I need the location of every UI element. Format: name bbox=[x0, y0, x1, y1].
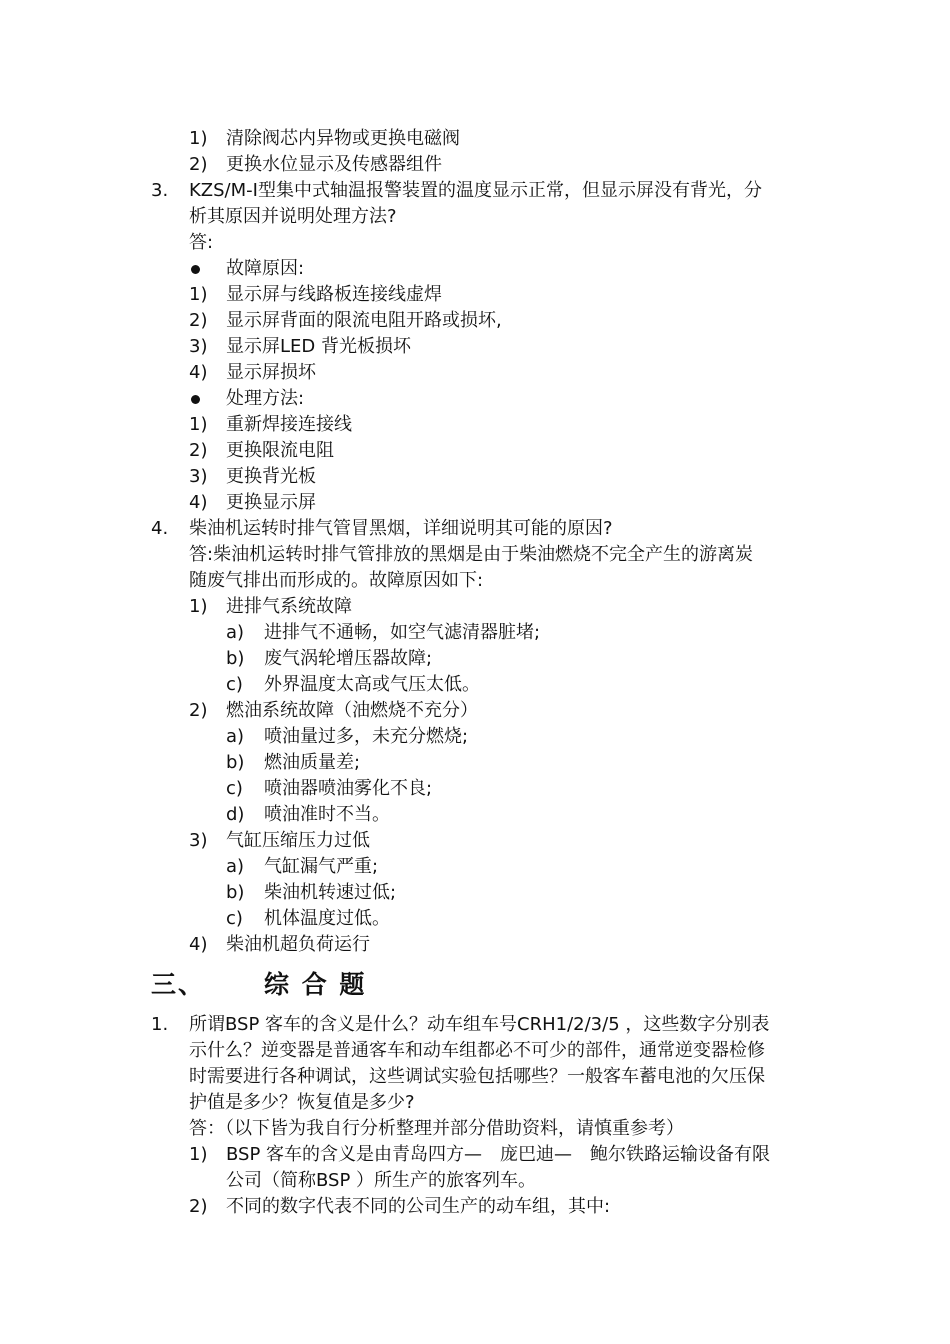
list-marker: 2) bbox=[189, 1196, 208, 1217]
list-item: 更换背光板 bbox=[226, 466, 316, 487]
sub-item: 喷油器喷油雾化不良; bbox=[264, 778, 433, 799]
list-item: 显示屏与线路板连接线虚焊 bbox=[226, 284, 442, 305]
list-item: 气缸压缩压力过低 bbox=[226, 830, 370, 851]
list-marker: 3) bbox=[189, 830, 208, 851]
answer-text: 随废气排出而形成的。故障原因如下: bbox=[189, 570, 484, 591]
list-item: BSP 客车的含义是由青岛四方— 庞巴迪— 鲍尔铁路运输设备有限 bbox=[226, 1144, 771, 1165]
question-text: KZS/M-I型集中式轴温报警装置的温度显示正常，但显示屏没有背光，分 bbox=[189, 180, 762, 201]
sub-marker: c) bbox=[226, 674, 243, 695]
sub-marker: b) bbox=[226, 882, 245, 903]
list-item: 显示屏背面的限流电阻开路或损坏, bbox=[226, 310, 502, 331]
list-marker: 2) bbox=[189, 310, 208, 331]
section-label: 处理方法: bbox=[226, 388, 305, 409]
list-item: 燃油系统故障（油燃烧不充分） bbox=[226, 700, 478, 721]
section-number: 三、 bbox=[151, 970, 206, 999]
list-item: 更换水位显示及传感器组件 bbox=[226, 154, 442, 175]
bullet-icon bbox=[191, 395, 200, 404]
list-item: 更换限流电阻 bbox=[226, 440, 334, 461]
sub-marker: a) bbox=[226, 726, 245, 747]
sub-item: 废气涡轮增压器故障; bbox=[264, 648, 433, 669]
list-item: 更换显示屏 bbox=[226, 492, 316, 513]
list-marker: 1) bbox=[189, 414, 208, 435]
sub-item: 柴油机转速过低; bbox=[264, 882, 397, 903]
list-item: 显示屏损坏 bbox=[226, 362, 316, 383]
question-text: 护值是多少？恢复值是多少? bbox=[189, 1092, 415, 1113]
list-marker: 1) bbox=[189, 128, 208, 149]
sub-marker: b) bbox=[226, 752, 245, 773]
question-number: 3. bbox=[151, 180, 169, 201]
sub-item: 喷油量过多，未充分燃烧; bbox=[264, 726, 469, 747]
sub-item: 外界温度太高或气压太低。 bbox=[264, 674, 480, 695]
sub-marker: d) bbox=[226, 804, 245, 825]
question-text: 所谓BSP 客车的含义是什么？动车组车号CRH1/2/3/5 ，这些数字分别表 bbox=[189, 1014, 770, 1035]
sub-item: 机体温度过低。 bbox=[264, 908, 390, 929]
sub-marker: c) bbox=[226, 778, 243, 799]
sub-marker: a) bbox=[226, 856, 245, 877]
bullet-icon bbox=[191, 265, 200, 274]
list-marker: 1) bbox=[189, 1144, 208, 1165]
list-marker: 4) bbox=[189, 934, 208, 955]
sub-marker: b) bbox=[226, 648, 245, 669]
list-item: 不同的数字代表不同的公司生产的动车组，其中: bbox=[226, 1196, 611, 1217]
sub-marker: a) bbox=[226, 622, 245, 643]
list-marker: 2) bbox=[189, 440, 208, 461]
answer-text: 答:柴油机运转时排气管排放的黑烟是由于柴油燃烧不完全产生的游离炭 bbox=[189, 544, 754, 565]
answer-label: 答：（以下皆为我自行分析整理并部分借助资料，请慎重参考） bbox=[189, 1118, 684, 1139]
list-marker: 3) bbox=[189, 466, 208, 487]
section-label: 故障原因: bbox=[226, 258, 305, 279]
list-marker: 4) bbox=[189, 362, 208, 383]
sub-marker: c) bbox=[226, 908, 243, 929]
sub-item: 燃油质量差; bbox=[264, 752, 361, 773]
question-number: 4. bbox=[151, 518, 169, 539]
list-marker: 1) bbox=[189, 596, 208, 617]
list-marker: 2) bbox=[189, 700, 208, 721]
sub-item: 喷油准时不当。 bbox=[264, 804, 390, 825]
answer-label: 答: bbox=[189, 232, 214, 253]
sub-item: 气缸漏气严重; bbox=[264, 856, 379, 877]
question-text: 柴油机运转时排气管冒黑烟，详细说明其可能的原因? bbox=[189, 518, 613, 539]
list-marker: 2) bbox=[189, 154, 208, 175]
sub-item: 进排气不通畅，如空气滤清器脏堵; bbox=[264, 622, 541, 643]
list-marker: 1) bbox=[189, 284, 208, 305]
list-marker: 3) bbox=[189, 336, 208, 357]
question-text: 时需要进行各种调试，这些调试实验包括哪些？一般客车蓄电池的欠压保 bbox=[189, 1066, 765, 1087]
list-item: 重新焊接连接线 bbox=[226, 414, 352, 435]
question-number: 1. bbox=[151, 1014, 169, 1035]
list-item: 柴油机超负荷运行 bbox=[226, 934, 370, 955]
list-marker: 4) bbox=[189, 492, 208, 513]
question-text: 析其原因并说明处理方法? bbox=[189, 206, 397, 227]
list-item: 进排气系统故障 bbox=[226, 596, 352, 617]
list-item: 显示屏LED 背光板损坏 bbox=[226, 336, 411, 357]
question-text: 示什么？逆变器是普通客车和动车组都必不可少的部件，通常逆变器检修 bbox=[189, 1040, 765, 1061]
section-title: 综 合 题 bbox=[264, 970, 367, 999]
list-item: 清除阀芯内异物或更换电磁阀 bbox=[226, 128, 460, 149]
list-item-continuation: 公司（简称BSP ）所生产的旅客列车。 bbox=[226, 1170, 537, 1191]
